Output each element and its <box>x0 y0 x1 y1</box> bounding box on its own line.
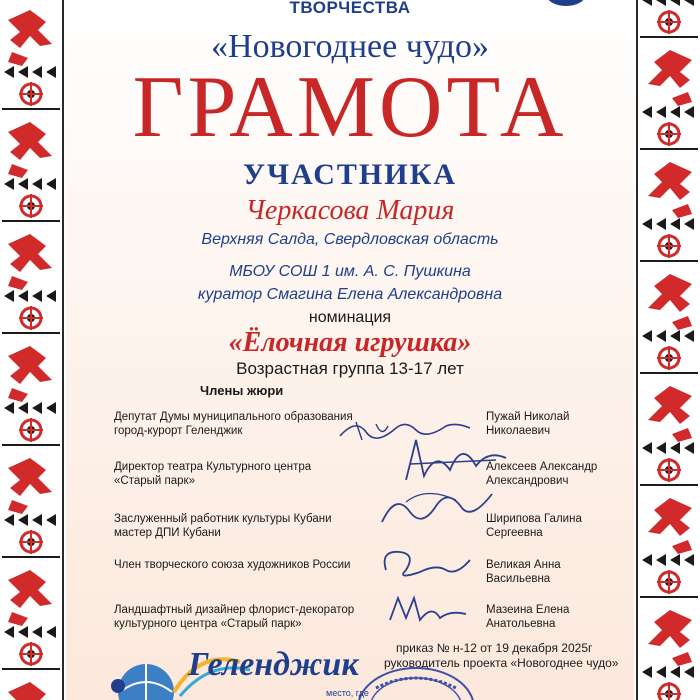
logo-text: Геленджик <box>188 646 359 683</box>
jury-position <box>114 410 353 438</box>
folk-ornament-icon <box>638 0 700 700</box>
jury-position-line: Директор театра Культурного центра <box>114 461 312 473</box>
age-group: Возрастная группа 13-17 лет <box>236 359 464 378</box>
jury-position-line: «Старый парк» <box>114 475 195 487</box>
signature-4-icon <box>376 540 476 584</box>
jury-position-line: Ландшафтный дизайнер флорист-декоратор <box>114 604 355 616</box>
folk-ornament-icon <box>0 0 62 700</box>
jury-name-line: Николаевич <box>486 425 551 437</box>
right-border-line <box>636 0 638 700</box>
jury-name-line: Сергеевна <box>486 527 543 539</box>
left-border-line <box>62 0 64 700</box>
recipient-curator: куратор Смагина Елена Александровна <box>197 286 503 303</box>
jury-member-name <box>486 512 582 540</box>
jury-position-line: культурного центра «Старый парк» <box>114 618 302 630</box>
header-top-word: ТВОРЧЕСТВА <box>289 0 411 17</box>
jury-name-line: Великая Анна <box>486 559 561 571</box>
signature-2-icon <box>396 430 516 490</box>
recipient-name: Черкасова Мария <box>245 195 455 226</box>
jury-position <box>114 512 332 540</box>
jury-position-line: Заслуженный работник культуры Кубани <box>114 513 332 525</box>
left-ornament-border <box>0 0 62 700</box>
certificate-content <box>66 0 634 700</box>
jury-position <box>114 603 354 631</box>
stamp-icon <box>356 664 476 700</box>
recipient-school: МБОУ СОШ 1 им. А. С. Пушкина <box>229 263 471 280</box>
jury-name-line: Пужай Николай <box>486 411 570 423</box>
jury-name-line: Васильевна <box>486 573 551 585</box>
certificate-title: ГРАМОТА <box>132 59 568 156</box>
jury-position-line: Член творческого союза художников России <box>114 559 351 571</box>
jury-name-line: Ширипова Галина <box>486 513 582 525</box>
contest-name: «Новогоднее чудо» <box>211 28 489 65</box>
jury-title: Члены жюри <box>200 383 284 398</box>
nomination-label: номинация <box>308 309 392 326</box>
signature-5-icon <box>384 590 474 626</box>
recipient-city: Верхняя Салда, Свердловская область <box>201 231 499 248</box>
nomination-value: «Ёлочная игрушка» <box>228 327 472 358</box>
jury-name-line: Мазеина Елена <box>486 604 570 616</box>
jury-position-line: город-курорт Геленджик <box>114 425 243 437</box>
jury-member-name <box>486 558 561 586</box>
jury-name-line: Алексеев Александр <box>486 461 598 473</box>
jury-position-line: Депутат Думы муниципального образования <box>114 411 353 423</box>
jury-position <box>114 558 350 572</box>
jury-member-name <box>486 603 569 631</box>
project-head-line: руководитель проекта «Новогоднее чудо» <box>384 656 619 670</box>
jury-name-line: Анатольевна <box>486 618 556 630</box>
signature-3-icon <box>376 482 496 532</box>
certificate-subtitle: УЧАСТНИКА <box>243 158 457 191</box>
order-line: приказ № н-12 от 19 декабря 2025г <box>396 641 593 655</box>
right-ornament-border <box>638 0 700 700</box>
jury-name-line: Александрович <box>486 475 569 487</box>
logo-subtext: место, где <box>326 688 369 698</box>
jury-position <box>114 460 311 488</box>
jury-position-line: мастер ДПИ Кубани <box>114 527 221 539</box>
